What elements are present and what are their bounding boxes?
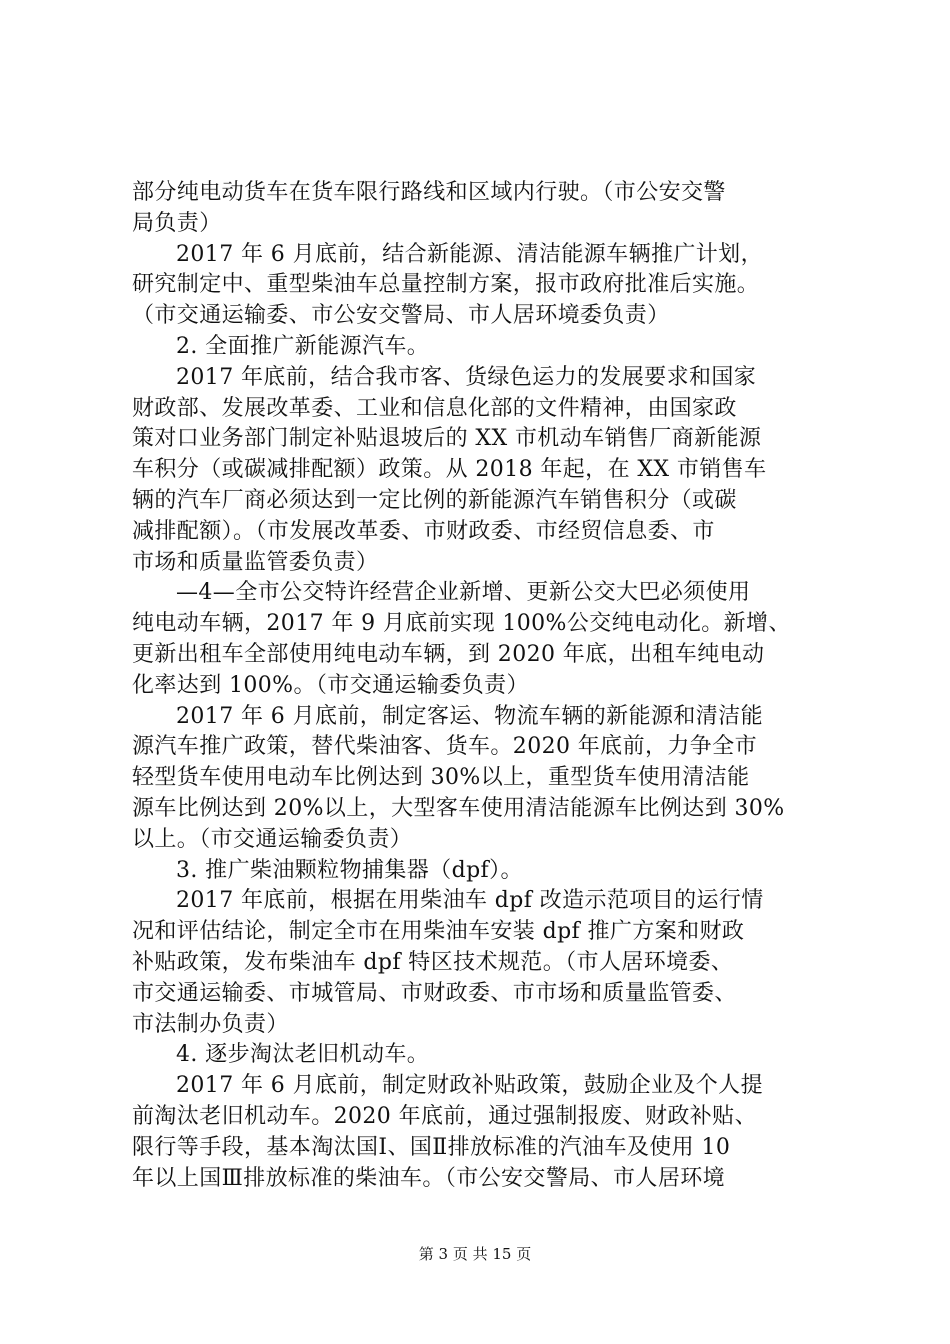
text-line: 2017 年 6 月底前，制定财政补贴政策，鼓励企业及个人提 [176, 1073, 763, 1099]
text-line: （市交通运输委、市公安交警局、市人居环境委负责） [132, 303, 670, 329]
text-line: 况和评估结论，制定全市在用柴油车安装 dpf 推广方案和财政 [132, 919, 745, 945]
text-line: 部分纯电动货车在货车限行路线和区域内行驶。（市公安交警 [132, 180, 726, 205]
text-line: 2017 年 6 月底前，结合新能源、清洁能源车辆推广计划， [176, 241, 763, 267]
text-line: 局负责） [132, 210, 222, 236]
text-line: 市交通运输委、市城管局、市财政委、市市场和质量监管委、 [132, 980, 737, 1006]
text-line: 研究制定中、重型柴油车总量控制方案，报市政府批准后实施。 [132, 272, 760, 298]
page-footer: 第 3 页 共 15 页 [418, 1245, 532, 1263]
text-line: 补贴政策，发布柴油车 dpf 特区技术规范。（市人居环境委、 [132, 949, 734, 975]
text-line: 轻型货车使用电动车比例达到 30%以上，重型货车使用清洁能 [132, 765, 750, 791]
text-line: 纯电动车辆，2017 年 9 月底前实现 100%公交纯电动化。新增、 [132, 611, 791, 637]
text-line: 限行等手段，基本淘汰国Ⅰ、国Ⅱ排放标准的汽油车及使用 10 [132, 1134, 731, 1160]
text-line: 2017 年底前，结合我市客、货绿色运力的发展要求和国家 [176, 364, 757, 390]
document-body [132, 178, 832, 1194]
text-line: 前淘汰老旧机动车。2020 年底前，通过强制报废、财政补贴、 [132, 1103, 757, 1129]
text-line: —4—全市公交特许经营企业新增、更新公交大巴必须使用 [176, 580, 751, 606]
text-line: 以上。（市交通运输委负责） [132, 826, 413, 852]
text-line: 3. 推广柴油颗粒物捕集器（dpf）。 [176, 857, 523, 883]
text-line: 2. 全面推广新能源汽车。 [176, 333, 430, 359]
text-line: 源汽车推广政策，替代柴油客、货车。2020 年底前，力争全市 [132, 734, 757, 760]
text-line: 策对口业务部门制定补贴退坡后的 XX 市机动车销售厂商新能源 [132, 426, 762, 452]
text-line: 源车比例达到 20%以上，大型客车使用清洁能源车比例达到 30% [132, 795, 785, 821]
text-line: 化率达到 100%。（市交通运输委负责） [132, 672, 529, 698]
text-line: 更新出租车全部使用纯电动车辆，到 2020 年底，出租车纯电动 [132, 641, 765, 667]
text-line: 减排配额）。（市发展改革委、市财政委、市经贸信息委、市 [132, 518, 715, 544]
text-line: 年以上国Ⅲ排放标准的柴油车。（市公安交警局、市人居环境 [132, 1165, 726, 1191]
text-line: 市场和质量监管委负责） [132, 549, 379, 575]
text-line: 市法制办负责） [132, 1011, 289, 1037]
text-line: 车积分（或碳减排配额）政策。从 2018 年起，在 XX 市销售车 [132, 457, 767, 483]
text-line: 辆的汽车厂商必须达到一定比例的新能源汽车销售积分（或碳 [132, 487, 737, 513]
text-line: 2017 年底前，根据在用柴油车 dpf 改造示范项目的运行情 [176, 888, 764, 914]
text-line: 2017 年 6 月底前，制定客运、物流车辆的新能源和清洁能 [176, 703, 763, 729]
text-line: 财政部、发展改革委、工业和信息化部的文件精神，由国家政 [132, 395, 737, 421]
text-line: 4. 逐步淘汰老旧机动车。 [176, 1042, 430, 1068]
